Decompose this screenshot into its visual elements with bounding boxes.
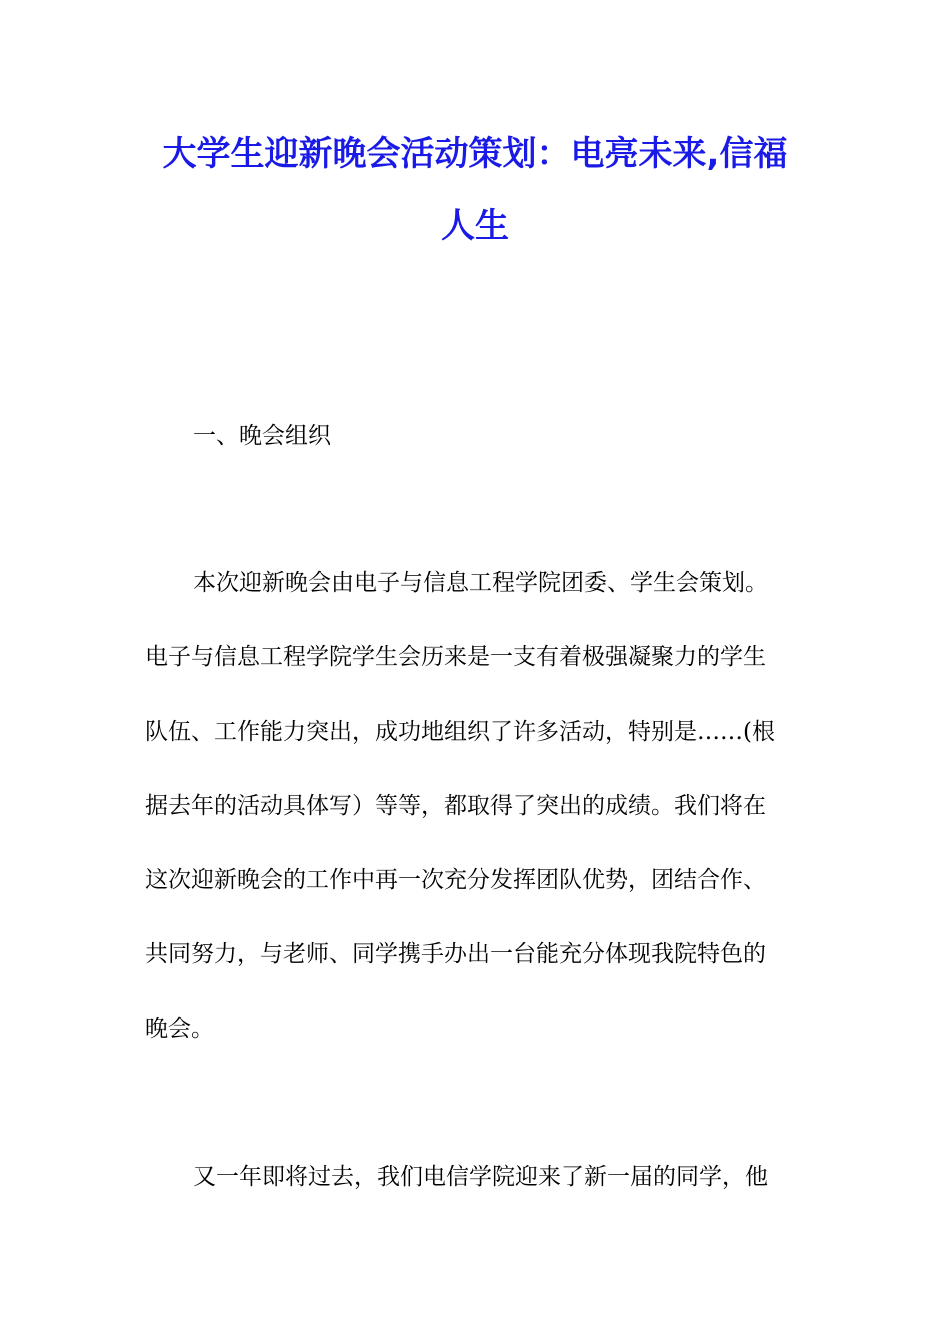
paragraph-1-line-5: 这次迎新晚会的工作中再一次充分发挥团队优势，团结合作、 <box>145 867 766 893</box>
paragraph-1-line-7: 晚会。 <box>145 1016 214 1042</box>
paragraph-1-line-4: 据去年的活动具体写）等等，都取得了突出的成绩。我们将在 <box>145 793 766 819</box>
section-heading: 一、晚会组织 <box>193 423 331 449</box>
document-title-line-1: 大学生迎新晚会活动策划：电亮未来,信福 <box>162 134 788 174</box>
paragraph-1-line-1: 本次迎新晚会由电子与信息工程学院团委、学生会策划。 <box>193 570 768 596</box>
paragraph-1-line-6: 共同努力，与老师、同学携手办出一台能充分体现我院特色的 <box>145 941 766 967</box>
paragraph-1-line-3: 队伍、工作能力突出，成功地组织了许多活动，特别是……(根 <box>145 719 775 745</box>
paragraph-1-line-2: 电子与信息工程学院学生会历来是一支有着极强凝聚力的学生 <box>145 644 766 670</box>
paragraph-2-line-1: 又一年即将过去，我们电信学院迎来了新一届的同学，他 <box>193 1164 768 1190</box>
document-title-line-2: 人生 <box>441 206 509 246</box>
